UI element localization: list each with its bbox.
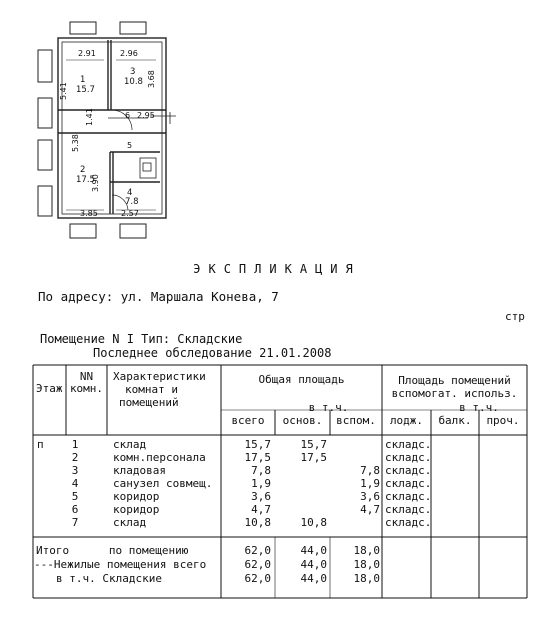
header-characteristics-2: комнат и	[125, 383, 178, 396]
header-total-area: Общая площадь	[258, 373, 345, 386]
dim-label: 6	[125, 111, 131, 120]
total-main: 44,0	[300, 572, 327, 585]
room-area: 10.8	[124, 77, 143, 87]
dim-label: 2.95	[137, 111, 155, 120]
room-area: 7.8	[125, 197, 139, 207]
room-number: 3	[130, 67, 136, 77]
row-total: 17,5	[244, 451, 271, 464]
row-no: 3	[71, 464, 79, 477]
row-aux: 7,8	[360, 464, 380, 477]
row-no: 7	[71, 516, 79, 529]
room-number: 1	[80, 75, 86, 85]
page-label: стр	[505, 310, 525, 323]
row-name: коридор	[113, 490, 160, 503]
dim-label: 3.68	[147, 70, 156, 88]
header-characteristics-1: Характеристики	[113, 370, 206, 383]
total-main: 44,0	[300, 558, 327, 571]
address-line: По адресу: ул. Маршала Конева, 7	[38, 289, 279, 304]
header-aux-area-1: Площадь помещений	[398, 374, 511, 387]
total-label: ---Нежилые помещения всего	[34, 558, 207, 571]
row-name: склад	[113, 516, 147, 529]
dim-label: 3.90	[91, 174, 100, 192]
room-number: 2	[80, 165, 86, 175]
header-room-no-1: NN	[79, 370, 94, 383]
header-main: основ.	[282, 414, 323, 427]
row-name: коридор	[113, 503, 160, 516]
dim-label: 2.91	[78, 49, 96, 58]
total-label: Итого по помещению	[36, 544, 189, 557]
row-use: складс.	[385, 503, 432, 516]
row-main: 17,5	[300, 451, 327, 464]
total-label: в т.ч. Складские	[56, 572, 162, 585]
row-floor: п	[37, 438, 44, 451]
header-characteristics-3: помещений	[119, 396, 179, 409]
total-main: 44,0	[300, 544, 327, 557]
total-all: 62,0	[244, 544, 271, 557]
dim-label: 5.41	[59, 82, 68, 100]
document-title: ЭКСПЛИКАЦИЯ	[193, 262, 361, 276]
dim-label: 3.85	[80, 209, 98, 218]
row-name: склад	[113, 438, 147, 451]
dim-label: 5	[127, 141, 133, 150]
inspection-date: Последнее обследование 21.01.2008	[93, 346, 332, 360]
row-use: складс.	[385, 516, 432, 529]
row-total: 15,7	[244, 438, 271, 451]
row-total: 4,7	[251, 503, 271, 516]
dim-label: 2.57	[121, 209, 139, 218]
row-total: 10,8	[244, 516, 271, 529]
total-all: 62,0	[244, 558, 271, 571]
row-no: 2	[71, 451, 79, 464]
total-all: 62,0	[244, 572, 271, 585]
row-use: складс.	[385, 438, 432, 451]
premises-line: Помещение N I Тип: Складские	[40, 332, 243, 346]
total-aux: 18,0	[353, 558, 380, 571]
row-no: 5	[71, 490, 79, 503]
header-balcony: балк.	[438, 414, 472, 427]
header-room-no-2: комн.	[69, 382, 104, 395]
row-name: кладовая	[113, 464, 166, 477]
row-no: 4	[71, 477, 79, 490]
row-total: 3,6	[251, 490, 271, 503]
row-aux: 1,9	[360, 477, 380, 490]
header-loggia: лодж.	[389, 414, 424, 427]
row-use: складс.	[385, 464, 432, 477]
row-total: 7,8	[251, 464, 271, 477]
total-aux: 18,0	[353, 572, 380, 585]
row-no: 1	[71, 438, 79, 451]
header-all: всего	[231, 414, 265, 427]
row-name: комн.персонала	[113, 451, 206, 464]
dim-label: 1.41	[85, 108, 94, 126]
total-aux: 18,0	[353, 544, 380, 557]
row-use: складс.	[385, 451, 432, 464]
header-incl-2: в т.ч.	[459, 401, 499, 414]
row-main: 15,7	[300, 438, 327, 451]
header-incl: в т.ч.	[308, 401, 349, 414]
row-use: складс.	[385, 490, 432, 503]
room-area: 17.5	[76, 175, 95, 185]
row-name: санузел совмещ.	[113, 477, 213, 490]
header-aux-area-2: вспомогат. использ.	[391, 387, 518, 400]
row-total: 1,9	[251, 477, 271, 490]
header-other: проч.	[486, 414, 520, 427]
header-floor: Этаж	[36, 382, 63, 395]
row-aux: 4,7	[360, 503, 380, 516]
row-main: 10,8	[300, 516, 327, 529]
row-use: складс.	[385, 477, 432, 490]
dim-label: 5.38	[71, 134, 80, 152]
row-no: 6	[71, 503, 79, 516]
row-aux: 3,6	[360, 490, 380, 503]
dim-label: 2.96	[120, 49, 138, 58]
room-area: 15.7	[76, 85, 95, 95]
header-aux: вспом.	[336, 414, 376, 427]
room-number: 4	[127, 188, 133, 198]
